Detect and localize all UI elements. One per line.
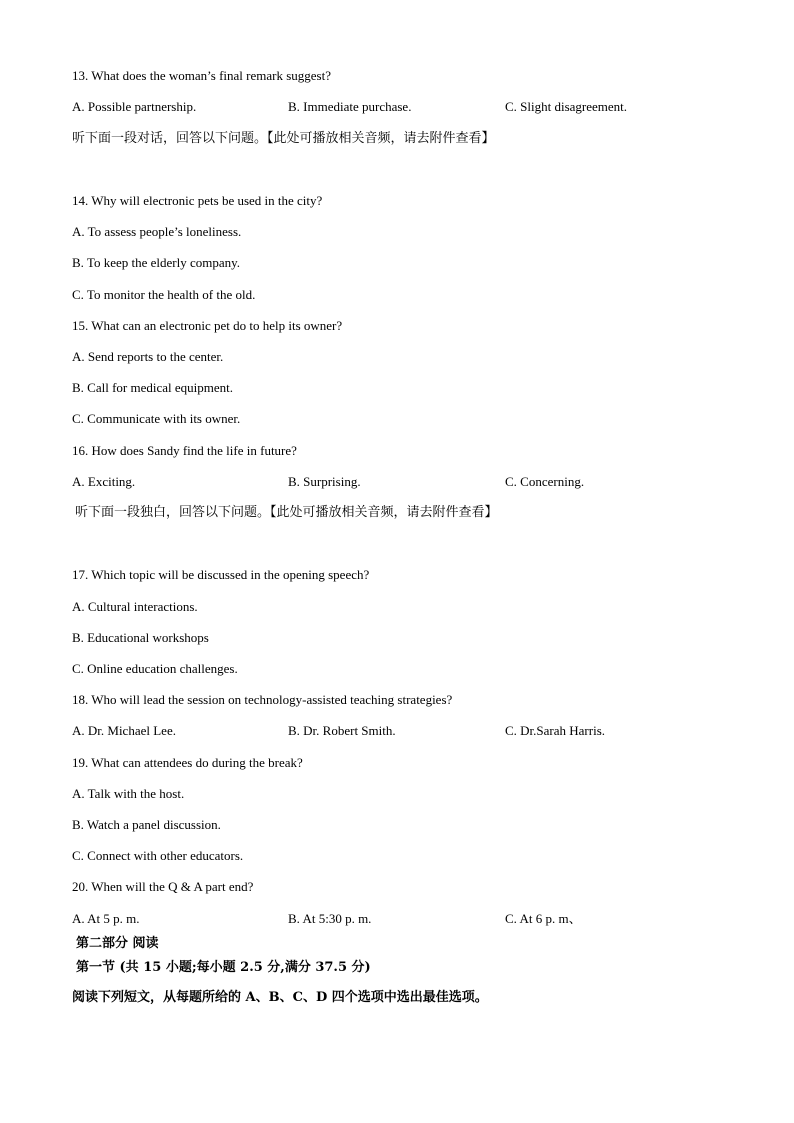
q15-option-b: B. Call for medical equipment. (72, 380, 234, 395)
q17-option-c: C. Online education challenges. (72, 661, 238, 676)
q14-option-b: B. To keep the elderly company. (72, 255, 241, 270)
q20-question: 20. When will the Q & A part end? (72, 879, 254, 894)
q19-question: 19. What can attendees do during the break? (72, 755, 303, 770)
q15-question: 15. What can an electronic pet do to help its owner? (72, 318, 343, 333)
q20-option-c: C. At 6 p. m、 (505, 911, 582, 926)
q16-question: 16. How does Sandy find the life in future? (72, 443, 297, 458)
q13-option-c: C. Slight disagreement. (505, 99, 628, 114)
instruction-dialogue: 听下面一段对话，回答以下问题。【此处可播放相关音频，请去附件查看】 (72, 131, 495, 146)
q19-option-c: C. Connect with other educators. (72, 848, 244, 863)
q19-option-b: B. Watch a panel discussion. (72, 817, 221, 832)
q14-option-a: A. To assess people’s loneliness. (72, 224, 242, 239)
q20-option-b: B. At 5:30 p. m. (288, 911, 372, 926)
q13-option-b: B. Immediate purchase. (288, 99, 412, 114)
q18-option-a: A. Dr. Michael Lee. (72, 723, 176, 738)
q16-option-a: A. Exciting. (72, 474, 136, 489)
q15-option-c: C. Communicate with its owner. (72, 411, 241, 426)
q17-option-b: B. Educational workshops (72, 630, 209, 645)
q18-option-c: C. Dr.Sarah Harris. (505, 723, 606, 738)
part2-instruction: 阅读下列短文，从每题所给的 A、B、C、D 四个选项中选出最佳选项。 (72, 990, 488, 1005)
q16-option-c: C. Concerning. (505, 474, 585, 489)
q14-option-c: C. To monitor the health of the old. (72, 287, 256, 302)
part2-section: 第一节 (共 15 小题;每小题 2.5 分,满分 37.5 分) (76, 960, 371, 975)
q18-option-b: B. Dr. Robert Smith. (288, 723, 396, 738)
q13-option-a: A. Possible partnership. (72, 99, 197, 114)
q17-question: 17. Which topic will be discussed in the opening speech? (72, 567, 370, 582)
q16-option-b: B. Surprising. (288, 474, 361, 489)
q18-question: 18. Who will lead the session on technology-assisted teaching strategies? (72, 692, 453, 707)
q19-option-a: A. Talk with the host. (72, 786, 185, 801)
instruction-monologue: 听下面一段独白，回答以下问题。【此处可播放相关音频，请去附件查看】 (75, 505, 498, 520)
part2-title: 第二部分 阅读 (76, 936, 159, 951)
q13-question: 13. What does the woman’s final remark suggest? (72, 68, 331, 83)
q17-option-a: A. Cultural interactions. (72, 599, 198, 614)
q14-question: 14. Why will electronic pets be used in the city? (72, 193, 323, 208)
q15-option-a: A. Send reports to the center. (72, 349, 224, 364)
q20-option-a: A. At 5 p. m. (72, 911, 140, 926)
